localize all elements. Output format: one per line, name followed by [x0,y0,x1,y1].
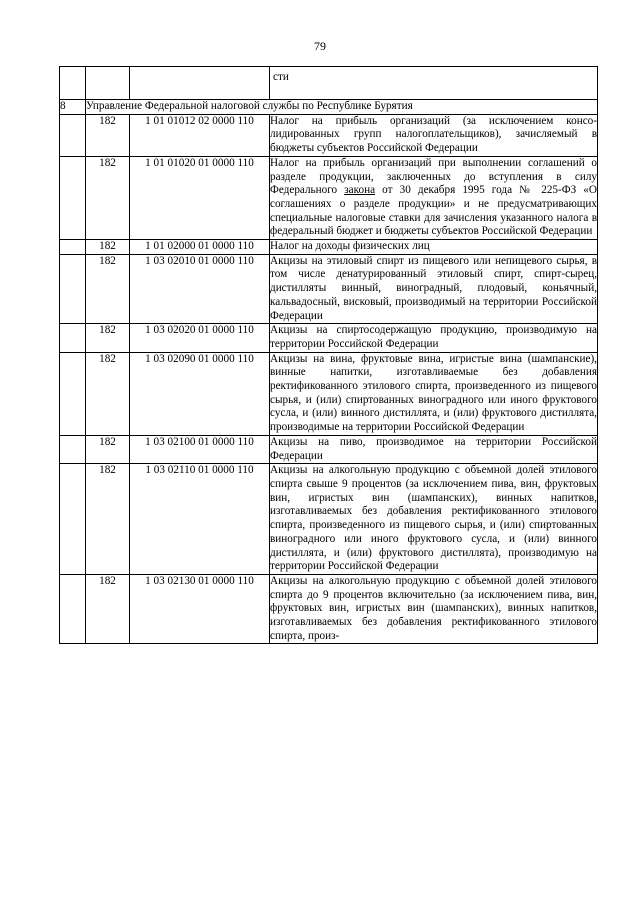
table-row [60,464,598,575]
table-row [60,435,598,463]
revenue-description [270,156,598,239]
table-row [60,240,598,255]
revenue-code: 1 01 01012 02 0000 110 [130,114,270,156]
cell-empty [60,67,86,100]
cell-empty [130,67,270,100]
admin-code: 182 [86,435,130,463]
cell-empty [60,156,86,239]
continuation-text: сти [270,67,598,100]
revenue-code: 1 03 02130 01 0000 110 [130,574,270,644]
revenue-code: 1 03 02110 01 0000 110 [130,464,270,575]
admin-code: 182 [86,324,130,352]
page-number: 79 [314,39,326,53]
revenue-code: 1 01 01020 01 0000 110 [130,156,270,239]
description-text: Налог на прибыль организаций при выполнении соглашений о разделе продукции, заключенных до вступления в силу Федерального [270,156,597,197]
continuation-row [60,67,598,100]
admin-code: 182 [86,240,130,255]
cell-empty [60,574,86,644]
section-header-row [60,100,598,115]
law-link[interactable]: закона [344,184,376,197]
table-row [60,114,598,156]
revenue-code: 1 03 02010 01 0000 110 [130,254,270,324]
admin-code: 182 [86,574,130,644]
admin-code: 182 [86,114,130,156]
budget-revenue-table [59,66,598,644]
revenue-description: Акцизы на спиртосодержащую продукцию, производимую на территории Российской Федерации [270,324,598,352]
table-row [60,574,598,644]
revenue-code: 1 03 02020 01 0000 110 [130,324,270,352]
table-row [60,156,598,239]
table-row [60,352,598,435]
revenue-description: Налог на прибыль организаций (за исключением консолидированных групп налогоплательщиков), зачисляемый в бюджеты субъектов Российской Федерации [270,114,598,156]
revenue-description: Акцизы на алкогольную продукцию с объемной долей этилового спирта свыше 9 процентов (за исключением пива, вин, фруктовых вин, игристых вин (шампанских), винных напитков, изготавливаемых без добавления ректификованного этилового спирта, произведенного из пищевого сырья, и (или) спиртованных виноградного или иного фруктового сусла, и (или) винного дистиллята, и (или) фруктового дистиллята), производимую на территории Российской Федерации [270,464,598,575]
admin-code: 182 [86,464,130,575]
admin-code: 182 [86,352,130,435]
revenue-code: 1 01 02000 01 0000 110 [130,240,270,255]
admin-code: 182 [86,254,130,324]
cell-empty [60,254,86,324]
revenue-code: 1 03 02090 01 0000 110 [130,352,270,435]
cell-empty [86,67,130,100]
cell-empty [60,352,86,435]
description-text: от 30 декабря 1995 года № 225-ФЗ «О соглашениях о разделе продукции» и не предусматривающих специальные налоговые ставки для зачисления указанного налога в федеральный бюджет и бюджеты субъектов Российской Федерации [270,184,597,238]
revenue-description: Акцизы на этиловый спирт из пищевого или непищевого сырья, в том числе денатурированный этиловый спирт, спирт-сырец, дистилляты винный, виноградный, плодовый, коньячный, кальвадосный, висковый, производимый на территории Российской Федерации [270,254,598,324]
section-title: Управление Федеральной налоговой службы по Республике Бурятия [86,100,598,115]
cell-empty [60,464,86,575]
admin-code: 182 [86,156,130,239]
section-number: 8 [60,100,86,115]
revenue-description: Акцизы на вина, фруктовые вина, игристые вина (шампанские), винные напитки, изготавливаемые без добавления ректификованного этилового спирта, произведенного из пищевого сырья, и (или) спиртованных виноградного или иного фруктового сусла, и (или) винного дистиллята, и (или) фруктового дистиллята, производимые на территории Российской Федерации [270,352,598,435]
cell-empty [60,114,86,156]
revenue-code: 1 03 02100 01 0000 110 [130,435,270,463]
table-row [60,254,598,324]
cell-empty [60,435,86,463]
table-row [60,324,598,352]
cell-empty [60,324,86,352]
revenue-description: Налог на доходы физических лиц [270,240,598,255]
revenue-description: Акцизы на алкогольную продукцию с объемной долей этилового спирта до 9 процентов включительно (за исключением пива, вин, фруктовых вин, игристых вин (шампанских), винных напитков, изготавливаемых без добавления ректификованного этилового спирта, произ- [270,574,598,644]
revenue-description: Акцизы на пиво, производимое на территории Российской Федерации [270,435,598,463]
cell-empty [60,240,86,255]
